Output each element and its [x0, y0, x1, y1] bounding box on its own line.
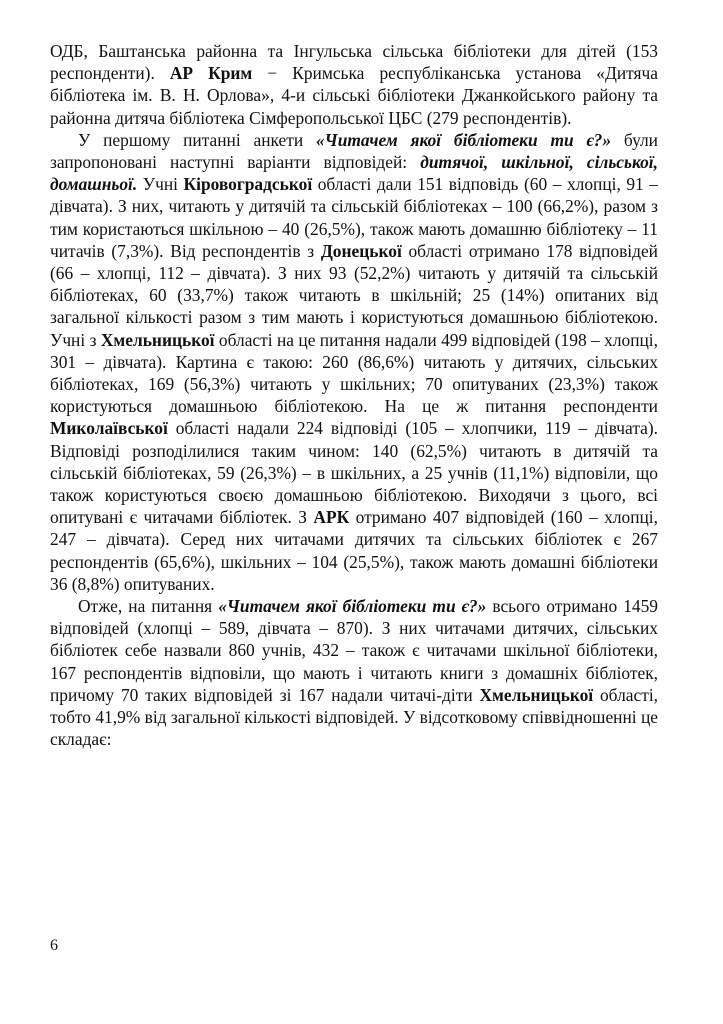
- text-run: були запропоновані наступні варіанти відповідей:: [50, 129, 658, 173]
- text-run: області на це питання надали 499 відповідей (198 – хлопці, 301 – дівчата). Картина є такою: 260 (86,6%) читають у дитячих, сільських бібліотеках, 169 (56,3%) читають у шкільних; 70 опитуваних (23,3%) також користуються домашньою бібліотекою. На це ж питання респонденти: [50, 329, 658, 417]
- page-number: 6: [50, 937, 58, 954]
- text-run-bold: Кіровоградської: [183, 174, 313, 195]
- text-run: отримано 407 відповідей (160 – хлопці, 247 – дівчата). Серед них читачами дитячих та сільських бібліотек є 267 респондентів (65,6%), шкільних – 104 (25,5%), також мають домашні бібліотеки 36 (8,8%) опитуваних.: [50, 507, 658, 594]
- text-run: всього отримано 1459 відповідей (хлопці – 589, дівчата – 870). З них читачами дитячих, сільських бібліотек себе назвали 860 учнів, 432 – також є читачами шкільної бібліотеки, 167 респондентів відповіли, що мають і читають книги з домашніх бібліотек, причому 70 таких відповідей зі 167 надали читачі-діти: [50, 596, 658, 705]
- document-body: [50, 40, 658, 751]
- text-run-bold: АРК: [313, 507, 350, 528]
- paragraph-p2: [50, 129, 658, 595]
- text-run-bold-italic: «Читачем якої бібліотеки ти є?»: [218, 596, 487, 617]
- text-run-bold: АР Крим: [169, 63, 253, 84]
- text-run-bold: Миколаївської: [50, 418, 168, 439]
- paragraph-p3: [50, 595, 658, 750]
- text-run: Отже, на питання: [78, 596, 219, 617]
- text-run: ОДБ, Баштанська районна та Інгульська сільська бібліотеки для дітей (153 респонденти).: [50, 41, 658, 84]
- text-run-bold-italic: дитячої, шкільної, сільської, домашньої.: [50, 152, 658, 195]
- text-run: − Кримська республіканська установа «Дитяча бібліотека ім. В. Н. Орлова», 4-и сільські бібліотеки Джанкойського району та районна дитяча бібліотека Сімферопольської ЦБС (279 респондентів).: [50, 63, 658, 128]
- text-run: Учні: [137, 174, 184, 195]
- text-run-bold: Хмельницької: [100, 329, 215, 350]
- text-run: області, тобто 41,9% від загальної кількості відповідей. У відсотковому співвідношенні це складає:: [50, 684, 658, 750]
- text-run: У першому питанні анкети: [78, 129, 316, 150]
- text-run: області дали 151 відповідь (60 – хлопці, 91 – дівчата). З них, читають у дитячій та сільській бібліотеках – 100 (66,2%), разом з тим користаються шкільною – 40 (26,5%), також мають домашню бібліотеку – 11 читачів (7,3%). Від респондентів з: [50, 174, 658, 261]
- text-run-bold: Хмельницької: [479, 684, 594, 705]
- text-run: області надали 224 відповіді (105 – хлопчики, 119 – дівчата). Відповіді розподілилися таким чином: 140 (62,5%) читають в дитячій та сільській бібліотеках, 59 (26,3%) – в шкільних, а 25 учнів (11,1%) відповіли, що також користуються своєю домашньою бібліотекою. Виходячи з цього, всі опитувані є читачами бібліотек. З: [50, 418, 658, 528]
- text-run-bold-italic: «Читачем якої бібліотеки ти є?»: [315, 129, 612, 150]
- paragraph-p1: [50, 40, 658, 129]
- text-run-bold: Донецької: [320, 240, 402, 261]
- text-run: області отримано 178 відповідей (66 – хлопці, 112 – дівчата). З них 93 (52,2%) читають у дитячій та сільській бібліотеках, 60 (33,7%) також читають в шкільній; 25 (14%) опитаних від загальної кількості разом з тим мають і користуються домашньою бібліотекою. Учні з: [50, 240, 658, 350]
